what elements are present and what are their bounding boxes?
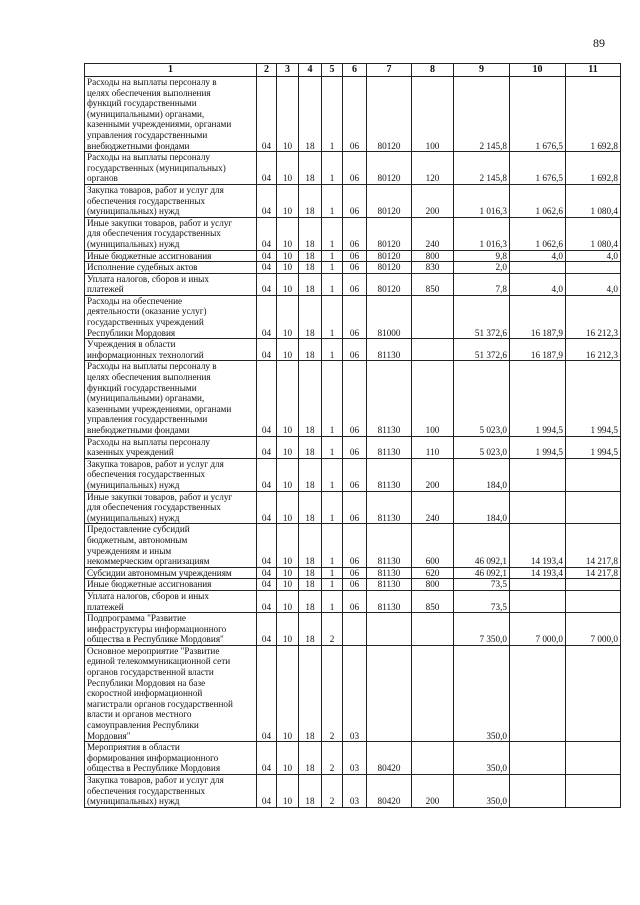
amount-cell: 2,0	[454, 262, 510, 274]
amount-cell: 4,0	[510, 250, 566, 262]
code-cell: 18	[299, 436, 322, 458]
amount-cell: 9,8	[454, 250, 510, 262]
code-cell: 18	[299, 250, 322, 262]
amount-cell	[510, 262, 566, 274]
amount-cell: 1 062,6	[510, 184, 566, 217]
table-row	[85, 579, 621, 591]
code-cell: 1	[322, 567, 343, 579]
amount-cell: 1 080,4	[566, 184, 621, 217]
row-description: Расходы на обеспечение деятельности (оказание услуг) государственных учреждений Республики Мордовия	[85, 295, 257, 338]
code-cell: 1	[322, 262, 343, 274]
amount-cell: 51 372,6	[454, 339, 510, 361]
amount-cell: 1 016,3	[454, 217, 510, 250]
row-description: Закупка товаров, работ и услуг для обеспечения государственных (муниципальных) нужд	[85, 184, 257, 217]
code-cell: 18	[299, 775, 322, 808]
table-row	[85, 77, 621, 152]
code-cell: 1	[322, 295, 343, 338]
code-cell: 06	[343, 590, 367, 612]
code-cell: 04	[257, 645, 277, 741]
code-cell: 18	[299, 152, 322, 185]
code-cell: 03	[343, 742, 367, 775]
code-cell: 10	[277, 217, 299, 250]
amount-cell: 16 212,3	[566, 339, 621, 361]
code-cell: 10	[277, 339, 299, 361]
code-cell: 10	[277, 295, 299, 338]
amount-cell	[510, 491, 566, 524]
code-cell: 1	[322, 458, 343, 491]
code-cell: 04	[257, 567, 277, 579]
amount-cell: 46 092,1	[454, 524, 510, 567]
code-cell: 1	[322, 152, 343, 185]
amount-cell: 51 372,6	[454, 295, 510, 338]
table-row	[85, 262, 621, 274]
code-cell: 03	[343, 775, 367, 808]
code-cell: 80120	[367, 217, 412, 250]
code-cell: 2	[322, 775, 343, 808]
row-description: Мероприятия в области формирования информационного общества в Республике Мордовия	[85, 742, 257, 775]
code-cell: 06	[343, 339, 367, 361]
row-description: Предоставление субсидий бюджетным, автономным учреждениям и иным некоммерческим организациям	[85, 524, 257, 567]
code-cell: 18	[299, 567, 322, 579]
amount-cell	[566, 458, 621, 491]
table-row	[85, 458, 621, 491]
code-cell: 240	[412, 491, 454, 524]
amount-cell: 4,0	[566, 273, 621, 295]
code-cell: 2	[322, 742, 343, 775]
row-description: Учреждения в области информационных технологий	[85, 339, 257, 361]
table-row	[85, 590, 621, 612]
amount-cell	[510, 458, 566, 491]
code-cell: 04	[257, 524, 277, 567]
row-description: Иные закупки товаров, работ и услуг для обеспечения государственных (муниципальных) нужд	[85, 491, 257, 524]
amount-cell: 16 212,3	[566, 295, 621, 338]
row-description: Подпрограмма "Развитие инфраструктуры информационного общества в Республике Мордовия"	[85, 613, 257, 646]
table-row	[85, 295, 621, 338]
code-cell: 18	[299, 339, 322, 361]
code-cell: 1	[322, 579, 343, 591]
row-description: Расходы на выплаты персоналу государственных (муниципальных) органов	[85, 152, 257, 185]
code-cell: 04	[257, 590, 277, 612]
amount-cell	[510, 579, 566, 591]
code-cell: 10	[277, 645, 299, 741]
code-cell: 1	[322, 217, 343, 250]
code-cell: 81130	[367, 491, 412, 524]
table-row	[85, 742, 621, 775]
code-cell: 1	[322, 524, 343, 567]
code-cell: 06	[343, 524, 367, 567]
code-cell: 110	[412, 436, 454, 458]
code-cell: 800	[412, 250, 454, 262]
code-cell: 10	[277, 742, 299, 775]
code-cell: 04	[257, 436, 277, 458]
code-cell: 81000	[367, 295, 412, 338]
code-cell: 81130	[367, 361, 412, 436]
amount-cell: 14 193,4	[510, 567, 566, 579]
row-description: Иные бюджетные ассигнования	[85, 579, 257, 591]
amount-cell: 1 676,5	[510, 77, 566, 152]
amount-cell: 14 193,4	[510, 524, 566, 567]
code-cell: 81130	[367, 579, 412, 591]
code-cell: 1	[322, 77, 343, 152]
code-cell: 81130	[367, 567, 412, 579]
code-cell: 10	[277, 567, 299, 579]
code-cell: 1	[322, 436, 343, 458]
header-cell: 8	[412, 64, 454, 77]
code-cell: 04	[257, 295, 277, 338]
header-cell: 3	[277, 64, 299, 77]
code-cell: 600	[412, 524, 454, 567]
code-cell: 18	[299, 491, 322, 524]
code-cell: 100	[412, 361, 454, 436]
code-cell: 120	[412, 152, 454, 185]
code-cell: 04	[257, 579, 277, 591]
amount-cell	[566, 590, 621, 612]
code-cell	[412, 645, 454, 741]
code-cell: 2	[322, 645, 343, 741]
code-cell: 1	[322, 491, 343, 524]
code-cell: 04	[257, 262, 277, 274]
code-cell	[412, 742, 454, 775]
code-cell: 80120	[367, 250, 412, 262]
code-cell: 18	[299, 273, 322, 295]
code-cell: 04	[257, 613, 277, 646]
code-cell: 18	[299, 458, 322, 491]
code-cell: 10	[277, 491, 299, 524]
code-cell: 18	[299, 262, 322, 274]
table-row	[85, 645, 621, 741]
amount-cell: 1 692,8	[566, 77, 621, 152]
code-cell: 18	[299, 524, 322, 567]
amount-cell: 350,0	[454, 645, 510, 741]
code-cell: 200	[412, 184, 454, 217]
code-cell: 18	[299, 295, 322, 338]
code-cell: 06	[343, 184, 367, 217]
code-cell: 10	[277, 152, 299, 185]
code-cell: 2	[322, 613, 343, 646]
header-cell: 2	[257, 64, 277, 77]
code-cell: 04	[257, 339, 277, 361]
code-cell: 830	[412, 262, 454, 274]
code-cell: 18	[299, 361, 322, 436]
code-cell	[367, 613, 412, 646]
code-cell: 1	[322, 590, 343, 612]
table-row	[85, 567, 621, 579]
code-cell: 200	[412, 458, 454, 491]
code-cell: 1	[322, 273, 343, 295]
row-description: Закупка товаров, работ и услуг для обеспечения государственных (муниципальных) нужд	[85, 458, 257, 491]
code-cell: 800	[412, 579, 454, 591]
code-cell: 850	[412, 273, 454, 295]
amount-cell: 1 692,8	[566, 152, 621, 185]
amount-cell: 16 187,9	[510, 295, 566, 338]
code-cell: 80420	[367, 775, 412, 808]
page-number: 89	[593, 36, 605, 50]
code-cell: 10	[277, 458, 299, 491]
amount-cell: 184,0	[454, 458, 510, 491]
amount-cell	[566, 262, 621, 274]
code-cell: 18	[299, 184, 322, 217]
amount-cell	[510, 645, 566, 741]
code-cell	[412, 295, 454, 338]
amount-cell: 1 080,4	[566, 217, 621, 250]
amount-cell: 7 000,0	[510, 613, 566, 646]
header-cell: 5	[322, 64, 343, 77]
amount-cell	[566, 645, 621, 741]
code-cell: 06	[343, 491, 367, 524]
row-description: Расходы на выплаты персоналу в целях обеспечения выполнения функций государственными (муниципальными) органами, казенными учреждениями, органами управления государственными внебюджетными фондами	[85, 77, 257, 152]
row-description: Расходы на выплаты персоналу в целях обеспечения выполнения функций государственными (муниципальными) органами, казенными учреждениями, органами управления государственными внебюджетными фондами	[85, 361, 257, 436]
code-cell: 10	[277, 77, 299, 152]
code-cell: 18	[299, 645, 322, 741]
amount-cell	[510, 590, 566, 612]
code-cell: 04	[257, 491, 277, 524]
amount-cell	[566, 742, 621, 775]
code-cell: 10	[277, 262, 299, 274]
amount-cell	[510, 742, 566, 775]
code-cell: 04	[257, 361, 277, 436]
amount-cell: 73,5	[454, 579, 510, 591]
code-cell: 18	[299, 613, 322, 646]
amount-cell	[566, 491, 621, 524]
amount-cell: 1 016,3	[454, 184, 510, 217]
code-cell: 80120	[367, 152, 412, 185]
table-row	[85, 361, 621, 436]
table-row	[85, 184, 621, 217]
code-cell: 04	[257, 250, 277, 262]
code-cell: 81130	[367, 524, 412, 567]
code-cell: 03	[343, 645, 367, 741]
code-cell: 81130	[367, 436, 412, 458]
code-cell: 04	[257, 273, 277, 295]
code-cell: 04	[257, 775, 277, 808]
code-cell: 80420	[367, 742, 412, 775]
row-description: Субсидии автономным учреждениям	[85, 567, 257, 579]
budget-table	[84, 63, 621, 808]
code-cell: 06	[343, 295, 367, 338]
code-cell: 06	[343, 217, 367, 250]
header-cell: 6	[343, 64, 367, 77]
code-cell: 10	[277, 524, 299, 567]
code-cell: 18	[299, 77, 322, 152]
table-row	[85, 613, 621, 646]
code-cell: 06	[343, 77, 367, 152]
amount-cell: 184,0	[454, 491, 510, 524]
code-cell: 06	[343, 152, 367, 185]
code-cell: 06	[343, 250, 367, 262]
code-cell: 200	[412, 775, 454, 808]
amount-cell: 14 217,8	[566, 524, 621, 567]
header-cell: 10	[510, 64, 566, 77]
amount-cell: 350,0	[454, 742, 510, 775]
table-row	[85, 436, 621, 458]
table-row	[85, 339, 621, 361]
table-row	[85, 775, 621, 808]
row-description: Закупка товаров, работ и услуг для обеспечения государственных (муниципальных) нужд	[85, 775, 257, 808]
row-description: Расходы на выплаты персоналу казенных учреждений	[85, 436, 257, 458]
header-cell: 1	[85, 64, 257, 77]
amount-cell	[566, 579, 621, 591]
code-cell: 04	[257, 77, 277, 152]
table-row	[85, 491, 621, 524]
code-cell: 10	[277, 250, 299, 262]
code-cell: 850	[412, 590, 454, 612]
amount-cell: 1 994,5	[510, 361, 566, 436]
code-cell	[343, 613, 367, 646]
code-cell: 04	[257, 742, 277, 775]
amount-cell: 73,5	[454, 590, 510, 612]
amount-cell: 7 350,0	[454, 613, 510, 646]
table-row	[85, 217, 621, 250]
code-cell: 10	[277, 613, 299, 646]
code-cell: 06	[343, 262, 367, 274]
table-row	[85, 273, 621, 295]
amount-cell: 16 187,9	[510, 339, 566, 361]
code-cell: 1	[322, 339, 343, 361]
header-cell: 7	[367, 64, 412, 77]
code-cell: 18	[299, 590, 322, 612]
code-cell: 10	[277, 775, 299, 808]
code-cell: 06	[343, 567, 367, 579]
code-cell: 18	[299, 217, 322, 250]
amount-cell: 7 000,0	[566, 613, 621, 646]
code-cell: 620	[412, 567, 454, 579]
row-description: Основное мероприятие "Развитие единой телекоммуникационной сети органов государственной власти Республики Мордовия на базе скоростной информационной магистрали органов государственной власти и органов местного самоуправления Республики Мордовия"	[85, 645, 257, 741]
amount-cell	[566, 775, 621, 808]
code-cell	[412, 339, 454, 361]
row-description: Иные бюджетные ассигнования	[85, 250, 257, 262]
code-cell: 06	[343, 579, 367, 591]
amount-cell	[510, 775, 566, 808]
code-cell: 04	[257, 184, 277, 217]
code-cell: 10	[277, 361, 299, 436]
code-cell: 10	[277, 273, 299, 295]
code-cell	[412, 613, 454, 646]
row-description: Уплата налогов, сборов и иных платежей	[85, 590, 257, 612]
code-cell	[367, 645, 412, 741]
table-row	[85, 152, 621, 185]
amount-cell: 4,0	[566, 250, 621, 262]
code-cell: 80120	[367, 273, 412, 295]
code-cell: 04	[257, 458, 277, 491]
table-row	[85, 250, 621, 262]
code-cell: 81130	[367, 339, 412, 361]
amount-cell: 1 994,5	[566, 436, 621, 458]
code-cell: 18	[299, 742, 322, 775]
code-cell: 1	[322, 250, 343, 262]
amount-cell: 2 145,8	[454, 152, 510, 185]
code-cell: 04	[257, 152, 277, 185]
code-cell: 240	[412, 217, 454, 250]
code-cell: 06	[343, 361, 367, 436]
code-cell: 04	[257, 217, 277, 250]
code-cell: 06	[343, 273, 367, 295]
header-cell: 9	[454, 64, 510, 77]
amount-cell: 1 062,6	[510, 217, 566, 250]
amount-cell: 5 023,0	[454, 436, 510, 458]
amount-cell: 5 023,0	[454, 361, 510, 436]
code-cell: 06	[343, 436, 367, 458]
amount-cell: 1 676,5	[510, 152, 566, 185]
code-cell: 1	[322, 184, 343, 217]
code-cell: 18	[299, 579, 322, 591]
amount-cell: 14 217,8	[566, 567, 621, 579]
header-row	[85, 64, 621, 77]
code-cell: 10	[277, 436, 299, 458]
amount-cell: 1 994,5	[566, 361, 621, 436]
code-cell: 100	[412, 77, 454, 152]
amount-cell: 7,8	[454, 273, 510, 295]
amount-cell: 46 092,1	[454, 567, 510, 579]
row-description: Исполнение судебных актов	[85, 262, 257, 274]
code-cell: 10	[277, 590, 299, 612]
row-description: Уплата налогов, сборов и иных платежей	[85, 273, 257, 295]
code-cell: 10	[277, 579, 299, 591]
code-cell: 81130	[367, 590, 412, 612]
header-cell: 4	[299, 64, 322, 77]
amount-cell: 350,0	[454, 775, 510, 808]
code-cell: 06	[343, 458, 367, 491]
amount-cell: 4,0	[510, 273, 566, 295]
row-description: Иные закупки товаров, работ и услуг для обеспечения государственных (муниципальных) нужд	[85, 217, 257, 250]
code-cell: 80120	[367, 77, 412, 152]
code-cell: 10	[277, 184, 299, 217]
code-cell: 1	[322, 361, 343, 436]
code-cell: 80120	[367, 184, 412, 217]
amount-cell: 2 145,8	[454, 77, 510, 152]
code-cell: 81130	[367, 458, 412, 491]
amount-cell: 1 994,5	[510, 436, 566, 458]
header-cell: 11	[566, 64, 621, 77]
table-row	[85, 524, 621, 567]
code-cell: 80120	[367, 262, 412, 274]
